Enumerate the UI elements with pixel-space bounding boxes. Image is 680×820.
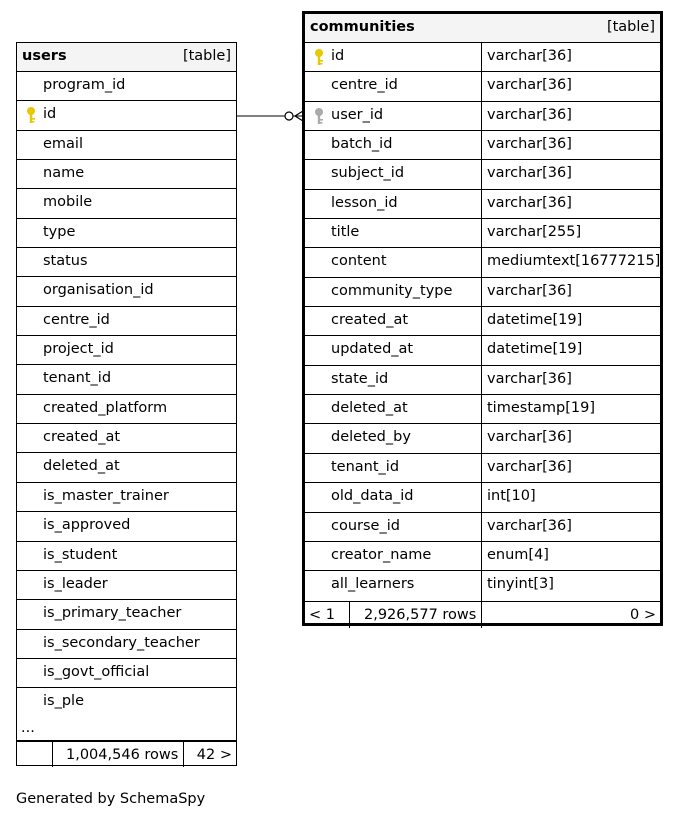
generated-by-label: Generated by SchemaSpy: [16, 791, 206, 807]
zero-or-many-marker: [285, 112, 293, 120]
column-name[interactable]: program_id: [43, 77, 126, 93]
column-type: varchar[36]: [487, 136, 572, 153]
primary-key-icon: [312, 48, 326, 66]
column-name[interactable]: title: [331, 224, 360, 241]
footer-row-count: 1,004,546 rows: [66, 746, 179, 763]
column-row[interactable]: [305, 307, 660, 336]
column-row[interactable]: [17, 336, 236, 365]
column-name[interactable]: community_type: [331, 282, 453, 299]
column-type: varchar[36]: [487, 517, 572, 534]
column-row[interactable]: [17, 307, 236, 336]
footer-row-count: 2,926,577 rows: [364, 606, 477, 623]
column-name[interactable]: is_leader: [43, 575, 108, 592]
column-row[interactable]: [305, 278, 660, 307]
column-row[interactable]: [17, 101, 236, 130]
column-row[interactable]: [305, 43, 660, 72]
column-row[interactable]: [17, 219, 236, 248]
column-name[interactable]: deleted_at: [331, 400, 408, 417]
column-row[interactable]: [305, 542, 660, 571]
footer-prev-link[interactable]: < 1: [309, 606, 335, 623]
communities-columns: [305, 43, 660, 601]
column-row[interactable]: [17, 277, 236, 306]
column-name[interactable]: user_id: [331, 106, 384, 123]
column-name[interactable]: batch_id: [331, 136, 393, 153]
users-ellipsis-row: [17, 718, 236, 741]
column-type: varchar[36]: [487, 106, 572, 123]
column-row[interactable]: [305, 336, 660, 365]
column-name[interactable]: centre_id: [43, 311, 110, 328]
column-name[interactable]: all_learners: [331, 576, 415, 593]
column-name[interactable]: type: [43, 223, 76, 240]
column-row[interactable]: [305, 190, 660, 219]
column-row[interactable]: [17, 659, 236, 688]
column-name[interactable]: old_data_id: [331, 488, 414, 505]
column-row[interactable]: [305, 571, 660, 600]
column-row[interactable]: [17, 483, 236, 512]
column-name[interactable]: deleted_at: [43, 458, 120, 475]
column-name[interactable]: is_master_trainer: [43, 487, 169, 504]
column-row[interactable]: [305, 160, 660, 189]
column-type: varchar[36]: [487, 282, 572, 299]
column-row[interactable]: [17, 453, 236, 482]
column-name[interactable]: is_ple: [43, 693, 84, 710]
communities-table[interactable]: [302, 11, 663, 626]
column-name[interactable]: tenant_id: [43, 370, 112, 387]
column-row[interactable]: [305, 366, 660, 395]
column-name[interactable]: subject_id: [331, 165, 405, 182]
column-name[interactable]: id: [331, 48, 345, 64]
column-row[interactable]: [17, 189, 236, 218]
column-name[interactable]: status: [43, 253, 88, 270]
column-name[interactable]: is_secondary_teacher: [43, 634, 200, 651]
column-row[interactable]: [17, 160, 236, 189]
column-type: datetime[19]: [487, 312, 583, 329]
column-name[interactable]: is_student: [43, 546, 118, 563]
table-kind: [table]: [182, 48, 231, 64]
column-type: tinyint[3]: [487, 576, 554, 593]
column-name[interactable]: content: [331, 253, 387, 270]
column-name[interactable]: deleted_by: [331, 429, 411, 446]
footer-next-link[interactable]: 42 >: [196, 746, 232, 763]
column-type: varchar[36]: [487, 77, 572, 94]
users-columns: [17, 72, 236, 718]
column-row[interactable]: [305, 72, 660, 101]
column-row[interactable]: [305, 483, 660, 512]
column-type: mediumtext[16777215]: [487, 253, 661, 270]
ellipsis: ...: [21, 719, 35, 736]
table-name[interactable]: users: [22, 48, 67, 64]
column-name[interactable]: project_id: [43, 341, 114, 358]
column-type: datetime[19]: [487, 341, 583, 358]
column-row[interactable]: [17, 630, 236, 659]
communities-table-header[interactable]: [305, 14, 660, 43]
column-row[interactable]: [305, 102, 660, 131]
users-table[interactable]: [16, 42, 237, 766]
column-row[interactable]: [17, 424, 236, 453]
column-name[interactable]: state_id: [331, 370, 389, 387]
column-name[interactable]: is_govt_official: [43, 663, 150, 680]
users-footer: [17, 741, 236, 767]
column-type: varchar[36]: [487, 370, 572, 387]
column-row[interactable]: [17, 542, 236, 571]
column-row[interactable]: [17, 600, 236, 629]
column-type: varchar[36]: [487, 458, 572, 475]
table-name[interactable]: communities: [310, 19, 415, 35]
column-row[interactable]: [305, 248, 660, 277]
column-row[interactable]: [17, 131, 236, 160]
column-row[interactable]: [17, 571, 236, 600]
column-row[interactable]: [305, 219, 660, 248]
column-row[interactable]: [305, 131, 660, 160]
column-row[interactable]: [305, 513, 660, 542]
column-row[interactable]: [17, 248, 236, 277]
column-name[interactable]: mobile: [43, 194, 93, 211]
column-type: varchar[36]: [487, 429, 572, 446]
column-name[interactable]: centre_id: [331, 77, 398, 94]
column-row[interactable]: [17, 365, 236, 394]
users-table-header[interactable]: [17, 43, 236, 72]
column-row[interactable]: [17, 72, 236, 101]
column-row[interactable]: [305, 454, 660, 483]
column-name[interactable]: created_at: [43, 429, 121, 446]
column-type: int[10]: [487, 488, 536, 505]
column-name[interactable]: id: [43, 106, 57, 123]
communities-footer: [305, 601, 660, 628]
column-name[interactable]: organisation_id: [43, 282, 154, 299]
column-name[interactable]: name: [43, 165, 85, 182]
column-type: enum[4]: [487, 546, 549, 563]
column-name[interactable]: is_approved: [43, 517, 131, 534]
column-row[interactable]: [17, 688, 236, 717]
column-name[interactable]: tenant_id: [331, 458, 400, 475]
column-row[interactable]: [17, 512, 236, 541]
column-type: varchar[36]: [487, 194, 572, 211]
column-row[interactable]: [305, 424, 660, 453]
column-name[interactable]: created_at: [331, 312, 409, 329]
column-name[interactable]: email: [43, 135, 83, 152]
column-name[interactable]: lesson_id: [331, 194, 398, 211]
column-type: varchar[36]: [487, 165, 572, 182]
column-type: varchar[255]: [487, 224, 582, 241]
column-type: timestamp[19]: [487, 400, 595, 417]
primary-key-icon: [24, 106, 38, 124]
column-row[interactable]: [305, 395, 660, 424]
column-name[interactable]: course_id: [331, 517, 400, 534]
foreign-key-icon: [312, 107, 326, 125]
column-type: varchar[36]: [487, 48, 572, 64]
column-name[interactable]: created_platform: [43, 399, 168, 416]
column-name[interactable]: is_primary_teacher: [43, 605, 182, 622]
footer-next-link[interactable]: 0 >: [630, 606, 656, 623]
table-kind: [table]: [606, 19, 655, 35]
column-row[interactable]: [17, 395, 236, 424]
column-name[interactable]: creator_name: [331, 546, 432, 563]
column-name[interactable]: updated_at: [331, 341, 414, 358]
